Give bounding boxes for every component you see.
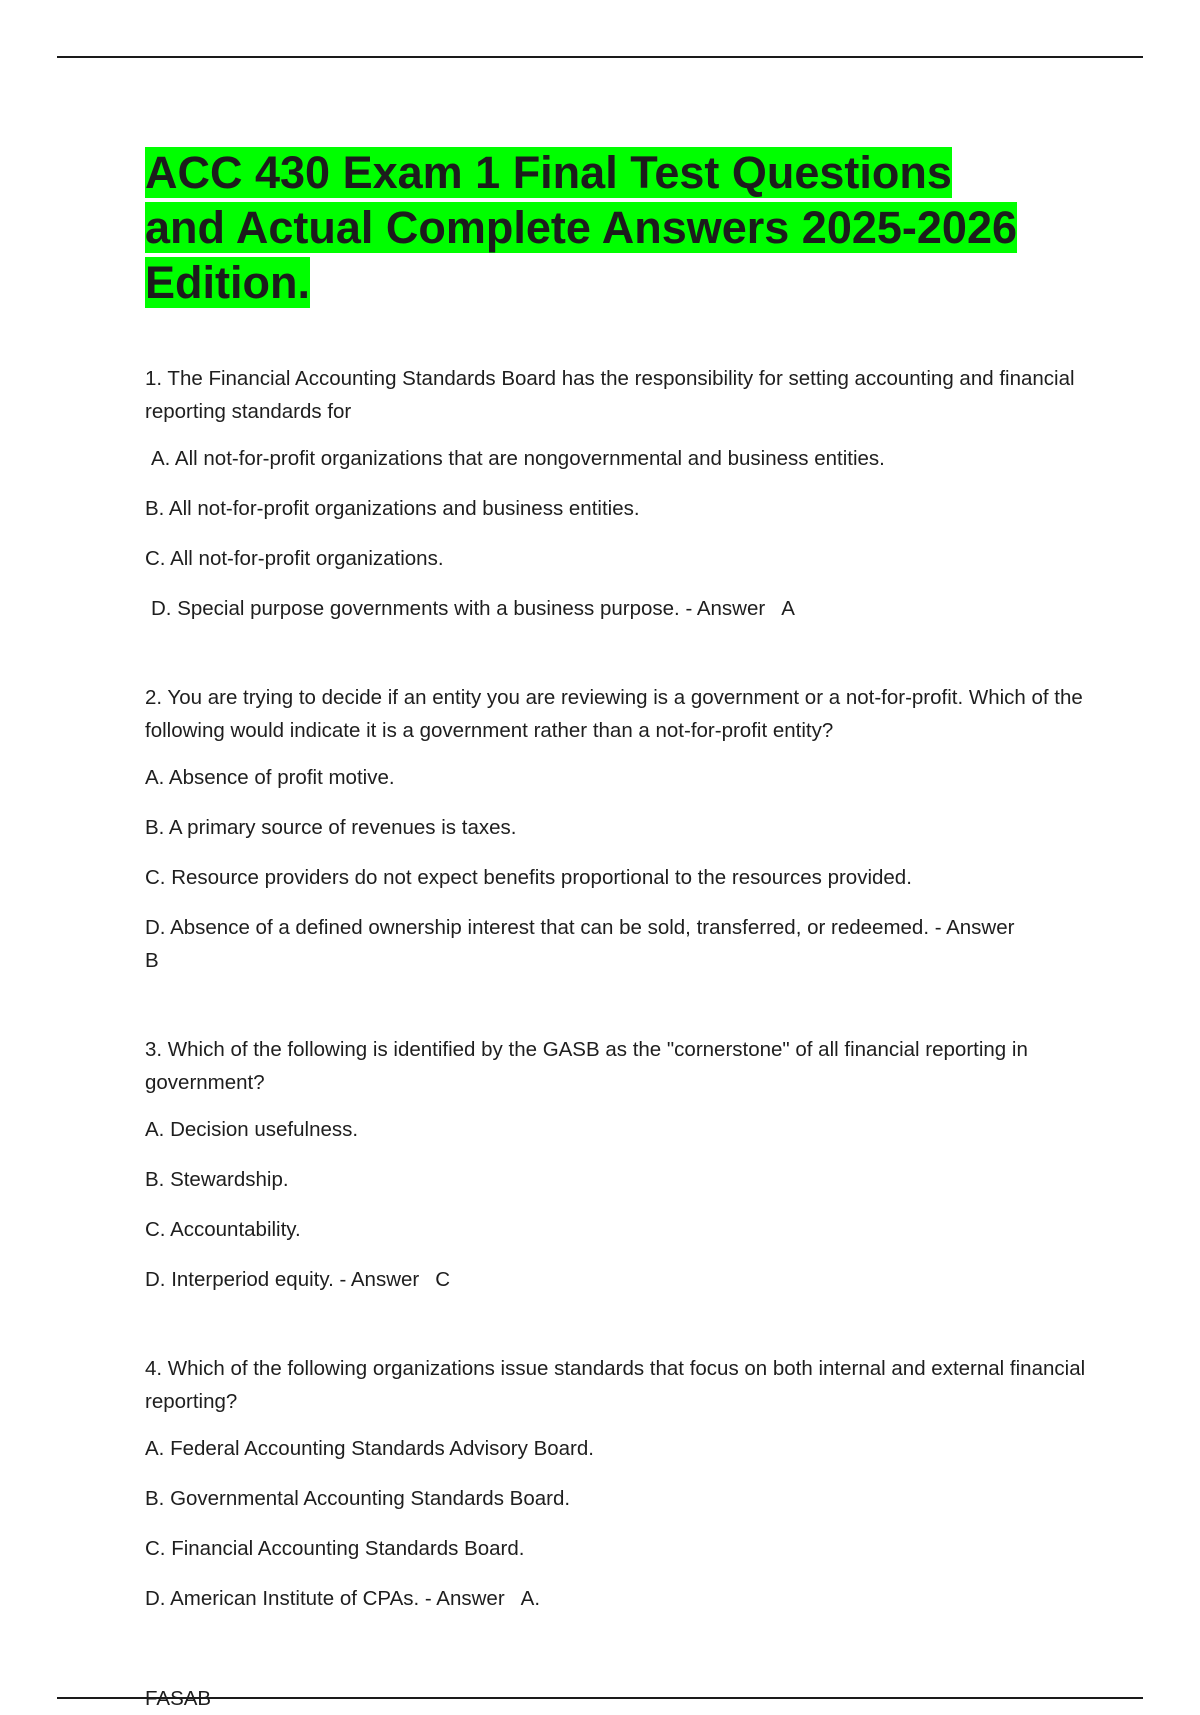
option-c: C. All not-for-profit organizations. — [145, 547, 444, 570]
question-text: 3. Which of the following is identified by the GASB as the "cornerstone" of all financial reporting in government? — [145, 1038, 1028, 1094]
document-title — [145, 145, 1025, 310]
answer-value: A — [781, 597, 795, 620]
option-d — [145, 911, 1095, 977]
option-a: A. Federal Accounting Standards Advisory Board. — [145, 1437, 594, 1460]
question-text: 2. You are trying to decide if an entity you are reviewing is a government or a not-for-profit. Which of the following would indicate it is a government rather than a not-for-profit entity? — [145, 686, 1083, 742]
answer-value: B — [145, 949, 159, 972]
option-d — [145, 1263, 1095, 1296]
question-list — [145, 362, 1095, 1615]
option-d-text: D. American Institute of CPAs. — [145, 1587, 420, 1610]
title-highlight: ACC 430 Exam 1 Final Test Questions and Actual Complete Answers 2025-2026 Edition. — [145, 147, 1018, 308]
option-b: B. A primary source of revenues is taxes. — [145, 816, 517, 839]
question-4 — [145, 1352, 1095, 1615]
question-text: 1. The Financial Accounting Standards Board has the responsibility for setting accounting and financial reporting standards for — [145, 367, 1075, 423]
option-c: C. Accountability. — [145, 1218, 301, 1241]
option-d — [145, 592, 1095, 625]
option-b: B. All not-for-profit organizations and business entities. — [145, 497, 640, 520]
bottom-rule — [57, 1697, 1143, 1699]
answer-label: - Answer — [339, 1268, 420, 1291]
option-a: A. All not-for-profit organizations that are nongovernmental and business entities. — [151, 447, 885, 470]
option-d — [145, 1582, 1095, 1615]
trailing-text: FASAB — [145, 1687, 212, 1710]
question-2 — [145, 681, 1095, 977]
question-3 — [145, 1033, 1095, 1296]
question-1 — [145, 362, 1095, 625]
option-c: C. Resource providers do not expect benefits proportional to the resources provided. — [145, 866, 912, 889]
option-d-text: D. Absence of a defined ownership interest that can be sold, transferred, or redeemed. — [145, 916, 930, 939]
option-b: B. Stewardship. — [145, 1168, 289, 1191]
answer-value: C — [435, 1268, 451, 1291]
answer-value: A. — [520, 1587, 541, 1610]
option-c: C. Financial Accounting Standards Board. — [145, 1537, 525, 1560]
option-d-text: D. Special purpose governments with a business purpose. — [151, 597, 680, 620]
question-text: 4. Which of the following organizations issue standards that focus on both internal and external financial reporting? — [145, 1357, 1086, 1413]
option-d-text: D. Interperiod equity. — [145, 1268, 334, 1291]
answer-label: - Answer — [934, 916, 1015, 939]
option-b: B. Governmental Accounting Standards Board. — [145, 1487, 571, 1510]
option-a: A. Decision usefulness. — [145, 1118, 359, 1141]
answer-label: - Answer — [685, 597, 766, 620]
document-body — [145, 145, 1095, 1671]
answer-label: - Answer — [424, 1587, 505, 1610]
top-rule — [57, 56, 1143, 58]
option-a: A. Absence of profit motive. — [145, 766, 395, 789]
